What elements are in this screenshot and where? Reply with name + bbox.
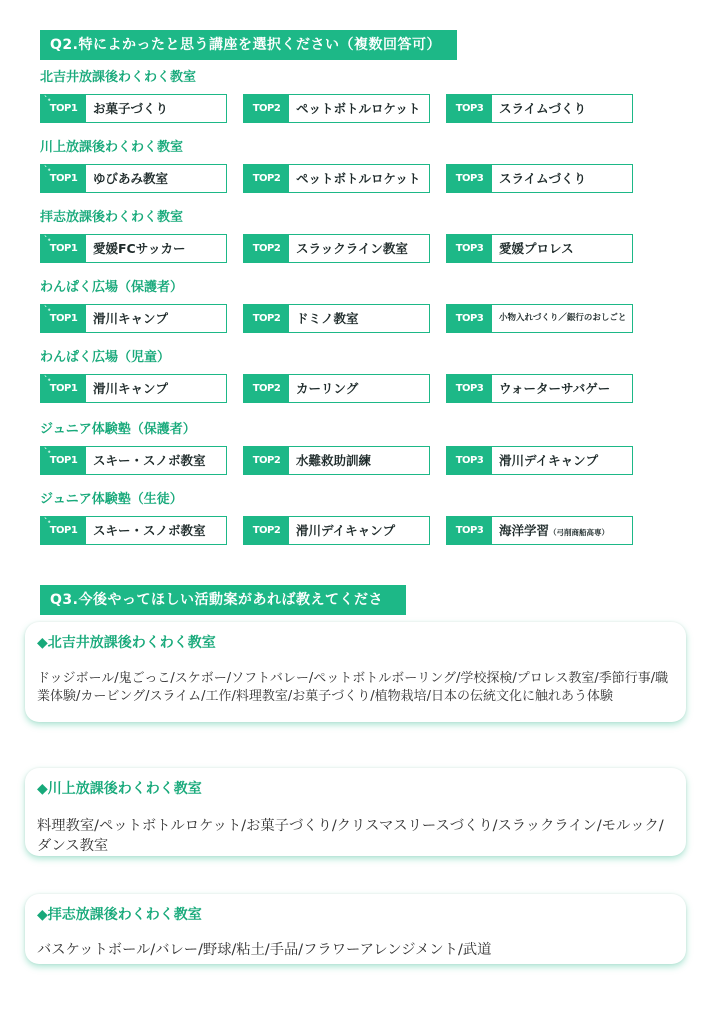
top2-item bbox=[243, 164, 430, 193]
top2-badge: TOP2 bbox=[244, 235, 289, 262]
activity-card bbox=[25, 894, 686, 964]
top3-item bbox=[446, 164, 633, 193]
top1-item bbox=[40, 446, 227, 475]
sparkle-icon: `˖ bbox=[44, 305, 51, 314]
group-title: 川上放課後わくわく教室 bbox=[40, 140, 184, 155]
top-label: スラックライン教室 bbox=[296, 241, 408, 256]
top3-badge: TOP3 bbox=[447, 235, 492, 262]
ranking-group bbox=[40, 138, 640, 193]
group-title: ジュニア体験塾（生徒） bbox=[40, 492, 183, 507]
top3-badge: TOP3 bbox=[447, 375, 492, 402]
top1-badge: `˖ TOP1 bbox=[41, 305, 86, 332]
top-label: 愛媛プロレス bbox=[499, 241, 574, 256]
top2-item bbox=[243, 234, 430, 263]
top-label: 愛媛FCサッカー bbox=[93, 241, 186, 256]
card-title: ◆北吉井放課後わくわく教室 bbox=[37, 635, 216, 651]
top1-item bbox=[40, 304, 227, 333]
group-title: わんぱく広場（児童） bbox=[40, 350, 171, 365]
ranking-group bbox=[40, 490, 640, 545]
top-label bbox=[499, 517, 628, 544]
top-label: お菓子づくり bbox=[93, 101, 169, 116]
top1-item bbox=[40, 516, 227, 545]
top-label-sub: （弓削商船高専） bbox=[549, 528, 610, 537]
top1-badge: `˖ TOP1 bbox=[41, 517, 86, 544]
top3-item bbox=[446, 446, 633, 475]
top2-badge: TOP2 bbox=[244, 95, 289, 122]
top3-item bbox=[446, 516, 633, 545]
card-text: バスケットボール/バレー/野球/粘土/手品/フラワーアレンジメント/武道 bbox=[37, 942, 492, 958]
top-label: 滑川デイキャンプ bbox=[296, 523, 396, 538]
ranking-group bbox=[40, 68, 640, 123]
top3-item bbox=[446, 94, 633, 123]
top1-badge: `˖ TOP1 bbox=[41, 447, 86, 474]
top-label-main: 海洋学習 bbox=[499, 523, 550, 538]
top2-item bbox=[243, 516, 430, 545]
card-text: 料理教室/ペットボトルロケット/お菓子づくり/クリスマスリースづくり/スラックライン/モルック/ダンス教室 bbox=[37, 818, 664, 854]
top-label: ペットボトルロケット bbox=[296, 171, 421, 186]
group-title: 拝志放課後わくわく教室 bbox=[40, 210, 184, 225]
top-label: 滑川デイキャンプ bbox=[499, 453, 599, 468]
top1-item bbox=[40, 234, 227, 263]
q3-header: Q3.今後やってほしい活動案があれば教えてくださ bbox=[40, 585, 406, 615]
top2-badge: TOP2 bbox=[244, 165, 289, 192]
top3-badge: TOP3 bbox=[447, 165, 492, 192]
ranking-group bbox=[40, 278, 640, 333]
ranking-group bbox=[40, 420, 640, 475]
top1-item bbox=[40, 374, 227, 403]
top1-badge: `˖ TOP1 bbox=[41, 235, 86, 262]
q2-header: Q2.特によかったと思う講座を選択ください（複数回答可） bbox=[40, 30, 457, 60]
top3-item bbox=[446, 304, 633, 333]
sparkle-icon: `˖ bbox=[44, 165, 51, 174]
top2-badge: TOP2 bbox=[244, 305, 289, 332]
top1-badge: `˖ TOP1 bbox=[41, 165, 86, 192]
top-label: スキー・スノボ教室 bbox=[93, 453, 206, 468]
top-label: ペットボトルロケット bbox=[296, 101, 421, 116]
top2-item bbox=[243, 94, 430, 123]
card-text: ドッジボール/鬼ごっこ/スケボー/ソフトバレー/ペットボトルボーリング/学校探検/プロレス教室/季節行事/職業体験/カービング/スライム/工作/料理教室/お菓子づくり/植物栽培/日本の伝統文化に触れあう体験 bbox=[37, 671, 669, 704]
top-label: 滑川キャンプ bbox=[93, 311, 169, 326]
top-label: 滑川キャンプ bbox=[93, 381, 169, 396]
sparkle-icon: `˖ bbox=[44, 375, 51, 384]
group-title: 北吉井放課後わくわく教室 bbox=[40, 70, 197, 85]
top-label: スライムづくり bbox=[499, 171, 587, 186]
top3-item bbox=[446, 374, 633, 403]
top1-item bbox=[40, 164, 227, 193]
top2-badge: TOP2 bbox=[244, 517, 289, 544]
top3-badge: TOP3 bbox=[447, 447, 492, 474]
sparkle-icon: `˖ bbox=[44, 95, 51, 104]
top-label: スキー・スノボ教室 bbox=[93, 523, 206, 538]
top-label: カーリング bbox=[296, 381, 359, 396]
top2-badge: TOP2 bbox=[244, 447, 289, 474]
top-label: ゆびあみ教室 bbox=[93, 171, 169, 186]
top-label: 小物入れづくり／銀行のおしごと bbox=[499, 313, 627, 323]
top3-item bbox=[446, 234, 633, 263]
top2-item bbox=[243, 304, 430, 333]
top3-badge: TOP3 bbox=[447, 517, 492, 544]
top3-badge: TOP3 bbox=[447, 305, 492, 332]
ranking-group bbox=[40, 348, 640, 403]
top1-item bbox=[40, 94, 227, 123]
top-label: スライムづくり bbox=[499, 101, 587, 116]
activity-card bbox=[25, 622, 686, 722]
card-title: ◆川上放課後わくわく教室 bbox=[37, 781, 202, 797]
card-title: ◆拝志放課後わくわく教室 bbox=[37, 907, 202, 923]
top2-badge: TOP2 bbox=[244, 375, 289, 402]
top-label: ウォーターサバゲー bbox=[499, 381, 611, 396]
top1-badge: `˖ TOP1 bbox=[41, 95, 86, 122]
top2-item bbox=[243, 446, 430, 475]
top3-badge: TOP3 bbox=[447, 95, 492, 122]
group-title: わんぱく広場（保護者） bbox=[40, 280, 184, 295]
activity-card bbox=[25, 768, 686, 856]
sparkle-icon: `˖ bbox=[44, 517, 51, 526]
top-label: ドミノ教室 bbox=[296, 311, 359, 326]
top2-item bbox=[243, 374, 430, 403]
group-title: ジュニア体験塾（保護者） bbox=[40, 422, 196, 437]
ranking-group bbox=[40, 208, 640, 263]
top1-badge: `˖ TOP1 bbox=[41, 375, 86, 402]
sparkle-icon: `˖ bbox=[44, 447, 51, 456]
sparkle-icon: `˖ bbox=[44, 235, 51, 244]
top-label: 水難救助訓練 bbox=[296, 453, 372, 468]
